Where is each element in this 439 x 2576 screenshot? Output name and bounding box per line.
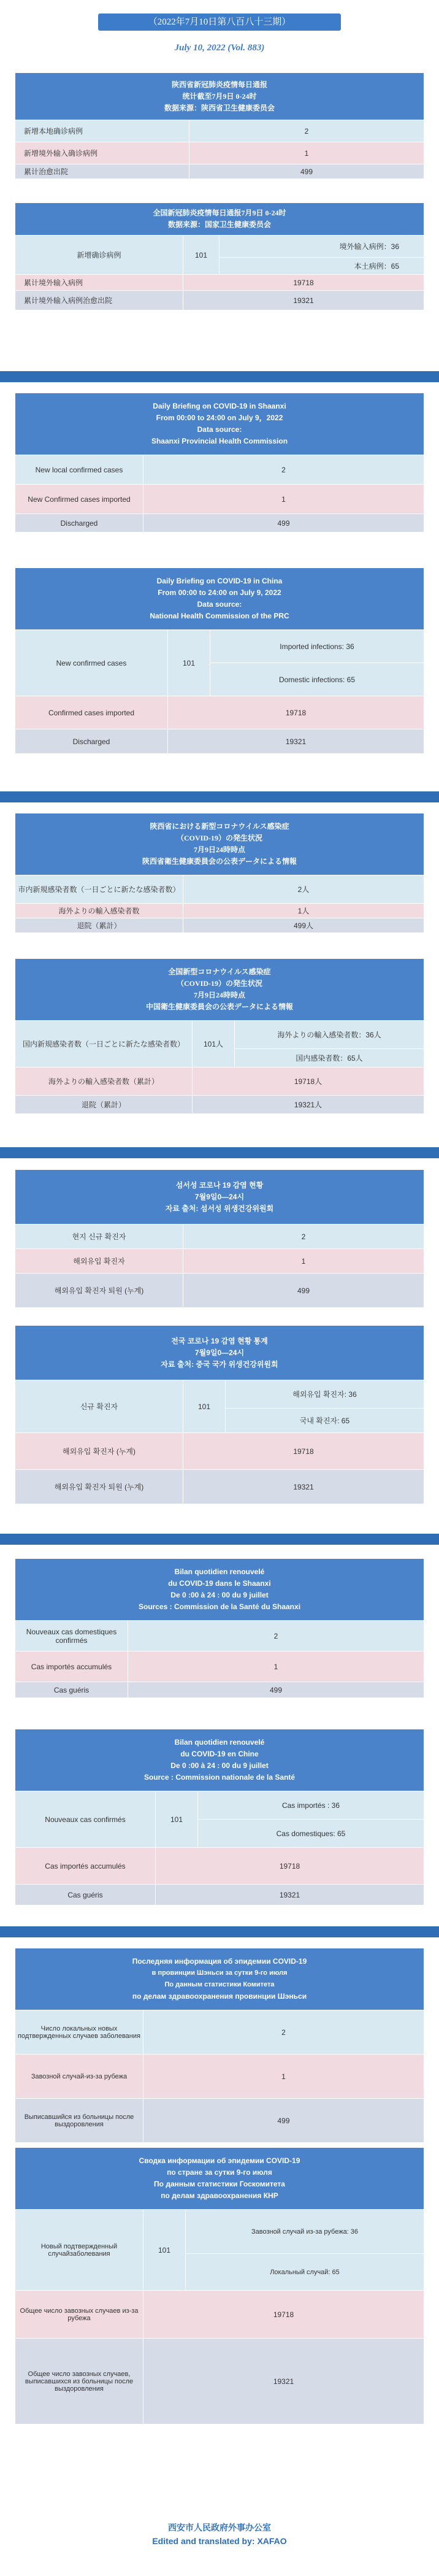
title-line: 섬서성 코로나 19 감염 현황 xyxy=(175,1180,264,1190)
table-row: 新增境外输入确诊病例 1 xyxy=(15,142,424,164)
title-line: （COVID-19）の発生状況 xyxy=(177,834,262,842)
fr-shaanxi-table xyxy=(15,1558,424,1698)
table-row: 海外よりの輸入感染者数 1人 xyxy=(15,904,424,918)
title-line: по стране за сутки 9-го июля xyxy=(167,2168,272,2177)
title-line: 陕西省新冠肺炎疫情每日通报 xyxy=(171,80,267,89)
title-line: 中国衛生健康委員会の公表データによる情報 xyxy=(145,1002,293,1011)
issue-date: July 10, 2022 (Vol. 883) xyxy=(174,43,265,53)
footer-org: 西安市人民政府外事办公室 xyxy=(168,2524,271,2533)
title-line: （COVID-19）の発生状況 xyxy=(177,979,262,988)
table-row: 退院（累計） 499人 xyxy=(15,918,424,933)
table-row: 累计境外输入病例 19718 xyxy=(15,275,424,291)
table-row: New Confirmed cases imported 1 xyxy=(15,485,424,514)
title-line: Sources : Commission de la Santé du Shaanxi xyxy=(138,1602,301,1611)
table-row: Cas guéris 499 xyxy=(15,1682,424,1698)
table-row: 市内新規感染者数（一日ごとに新たな感染者数） 2人 xyxy=(15,875,424,904)
en-shaanxi-table xyxy=(15,393,424,533)
table-row: Число локальных новых подтвержденных случаев заболевания 2 xyxy=(15,2010,424,2055)
title-line: 数据来源：国家卫生健康委员会 xyxy=(167,220,271,229)
section-divider xyxy=(0,1926,439,1937)
title-line: From 00:00 to 24:00 on July 9, 2022 xyxy=(158,588,281,597)
title-line: 자료 출처: 중국 국가 위생건강위원회 xyxy=(161,1359,278,1369)
section-divider xyxy=(0,371,439,382)
title-line: 7월9일0—24시 xyxy=(194,1192,245,1201)
table-row: 累计境外输入病例治愈出院 19321 xyxy=(15,291,424,310)
title-line: По данным статистики Комитета xyxy=(164,1981,275,1988)
table-row: 해외유입 확진자 (누계) 19718 xyxy=(15,1433,424,1470)
table-row: Cas importés accumulés 19718 xyxy=(15,1848,424,1885)
title-line: De 0 :00 à 24 : 00 du 9 juillet xyxy=(170,1761,269,1770)
title-line: Source : Commission nationale de la Santé xyxy=(143,1773,296,1782)
ko-shaanxi-table xyxy=(15,1169,424,1308)
title-line: Shaanxi Provincial Health Commission xyxy=(151,437,288,445)
ja-china-table: 全国新型コロナウイルス感染症 （COVID-19）の発生状況 7月9日24時時点 中国衛生健康委員会の公表データによる情報 国内新規感染者数（一日ごとに新たな感染者数） 101人 海外よりの輸入感染者数：36人 国内感染者数：65人 海外よりの輸入感染者数（累計） 19718人 退院（累計） 19321人 xyxy=(15,958,424,1114)
title-line: 陝西省における新型コロナウイルス感染症 xyxy=(150,822,289,831)
table-row: Выписавшийся из больницы после выздоровления 499 xyxy=(15,2099,424,2143)
title-line: По данным статистики Госкомитета xyxy=(154,2180,285,2188)
title-line: 全国新冠肺炎疫情每日通报7月9日 0-24时 xyxy=(153,209,286,217)
title-line: Bilan quotidien renouvelé xyxy=(174,1567,265,1576)
title-line: Data source: xyxy=(197,425,242,434)
table-row: 累计治愈出院 499 xyxy=(15,164,424,179)
section-divider xyxy=(0,1147,439,1158)
table-row: Discharged 499 xyxy=(15,514,424,533)
table-row: Cas guéris 19321 xyxy=(15,1885,424,1905)
table-row: Nouveaux cas domestiques confirmés 2 xyxy=(15,1621,424,1651)
title-line: Daily Briefing on COVID-19 in China xyxy=(156,577,283,585)
zh-china-table: 全国新冠肺炎疫情每日通报7月9日 0-24时 数据来源：国家卫生健康委员会 新增确诊病例 101 境外输入病例：36 本土病例：65 累计境外输入病例 19718 累计境外输入病例治愈出院 19321 xyxy=(15,202,424,310)
footer-credit: Edited and translated by: XAFAO xyxy=(152,2536,287,2546)
title-line: по делам здравоохранения КНР xyxy=(161,2191,278,2200)
title-line: From 00:00 to 24:00 on July 9，2022 xyxy=(156,413,283,422)
table-row: Общее число завозных случаев из-за рубежа 19718 xyxy=(15,2291,424,2339)
table-row: 해외유입 확진자 퇴원 (누계) 499 xyxy=(15,1274,424,1308)
table-row: Discharged 19321 xyxy=(15,729,424,754)
title-line: 统计截至7月9日 0-24时 xyxy=(182,91,257,101)
header-pill: （2022年7月10日第八百八十三期） xyxy=(98,13,341,31)
zh-shaanxi-table xyxy=(15,72,424,179)
ko-china-table: 전국 코로나 19 감염 현황 통계 7월9일0—24시 자료 출처: 중국 국가 위생건강위원회 신규 확진자 101 해외유입 확진자: 36 국내 확진자: 65 해외유입 확진자 (누계) 19718 해외유입 확진자 퇴원 (누계) 19321 xyxy=(15,1325,424,1504)
title-line: Bilan quotidien renouvelé xyxy=(174,1738,265,1747)
title-line: по делам здравоохранения провинции Шэньси xyxy=(132,1992,307,2001)
table-row: 海外よりの輸入感染者数（累計） 19718人 xyxy=(15,1067,424,1096)
title-line: 7月9日24時時点 xyxy=(193,991,245,999)
title-line: National Health Commission of the PRC xyxy=(150,612,289,620)
title-line: 자료 출처: 섬서성 위생건강위원회 xyxy=(165,1204,274,1213)
title-line: 全国新型コロナウイルス感染症 xyxy=(168,967,271,976)
ru-china-table: Сводка информации об эпидемии COVID-19 по стране за сутки 9-го июля По данным статистики Госкомитета по делам здравоохранения КНР Новый подтвержденный случайзаболевания 101 Завозной случай из-за рубежа: 36 Локальный случай: 65 Общее число завозных случаев из-за рубежа 19718 Общее число завозных случаев, выписавшихся из больницы после выздоровления 19321 xyxy=(15,2147,424,2424)
table-row: Завозной случай-из-за рубежа 1 xyxy=(15,2055,424,2099)
en-china-table: Daily Briefing on COVID-19 in China From 00:00 to 24:00 on July 9, 2022 Data source: National Health Commission of the PRC New confirmed cases 101 Imported infections: 36 Domestic infections: 65 Confirmed cases imported 19718 Discharged 19321 xyxy=(15,567,424,754)
table-row: Confirmed cases imported 19718 xyxy=(15,696,424,729)
ja-shaanxi-table xyxy=(15,813,424,933)
table-row: 新增本地确诊病例 2 xyxy=(15,120,424,142)
title-line: Последняя информация об эпидемии COVID-19 xyxy=(132,1957,307,1966)
title-line: Daily Briefing on COVID-19 in Shaanxi xyxy=(153,402,286,410)
title-line: 数据来源：陕西省卫生健康委员会 xyxy=(164,103,275,112)
section-divider xyxy=(0,791,439,802)
title-line: в провинции Шэньси за сутки 9-го июля xyxy=(151,1969,288,1977)
table-row: 현지 신규 확진자 2 xyxy=(15,1225,424,1249)
title-line: 7월9일0—24시 xyxy=(194,1348,245,1357)
table-row: 退院（累計） 19321人 xyxy=(15,1096,424,1114)
title-line: 7月9日24時時点 xyxy=(193,845,245,854)
table-row: New local confirmed cases 2 xyxy=(15,455,424,485)
table-row: Cas importés accumulés 1 xyxy=(15,1651,424,1682)
section-divider xyxy=(0,1534,439,1545)
title-line: 전국 코로나 19 감염 현황 통계 xyxy=(171,1336,268,1345)
table-row: 해외유입 확진자 1 xyxy=(15,1249,424,1274)
title-line: du COVID-19 dans le Shaanxi xyxy=(168,1579,271,1588)
title-line: 陝西省衛生健康委員会の公表データによる情報 xyxy=(142,857,297,866)
title-line: De 0 :00 à 24 : 00 du 9 juillet xyxy=(170,1591,269,1599)
table-row: 해외유입 확진자 퇴원 (누계) 19321 xyxy=(15,1470,424,1504)
ru-shaanxi-table xyxy=(15,1948,424,2143)
table-row: Общее число завозных случаев, выписавшихся из больницы после выздоровления 19321 xyxy=(15,2339,424,2424)
title-line: Data source: xyxy=(197,600,242,609)
title-line: Сводка информации об эпидемии COVID-19 xyxy=(139,2156,300,2165)
title-line: du COVID-19 en Chine xyxy=(180,1750,259,1758)
fr-china-table: Bilan quotidien renouvelé du COVID-19 en Chine De 0 :00 à 24 : 00 du 9 juillet Source : Commission nationale de la Santé Nouveaux cas confirmés 101 Cas importés : 36 Cas domestiques: 65 Cas importés accumulés 19718 Cas guéris 19321 xyxy=(15,1729,424,1905)
